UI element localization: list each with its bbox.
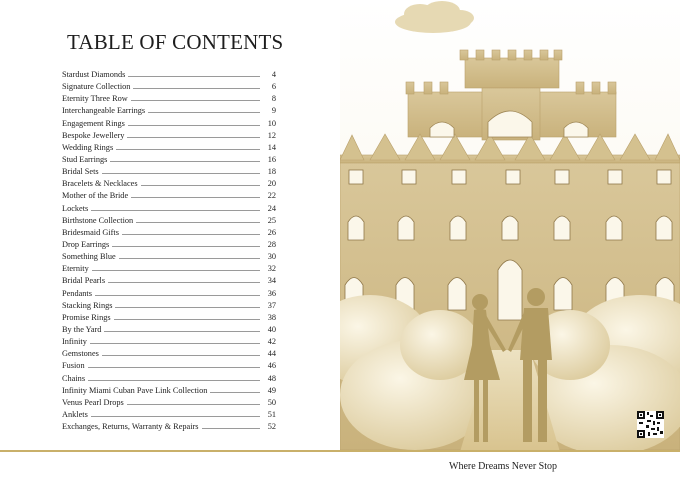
toc-entry[interactable] [62, 154, 276, 166]
toc-leader-line [114, 312, 260, 320]
toc-entry[interactable] [62, 239, 276, 251]
toc-leader-line [119, 251, 260, 259]
toc-entry-page: 44 [267, 349, 276, 359]
toc-entry-label: Infinity Miami Cuban Pave Link Collection [62, 385, 208, 395]
toc-entry-page: 48 [267, 373, 276, 383]
toc-entry-label: Wedding Rings [62, 142, 114, 152]
toc-entry-label: Birthstone Collection [62, 215, 134, 225]
toc-leader-line [131, 190, 260, 198]
toc-entry-page: 52 [267, 422, 276, 432]
toc-leader-line [202, 421, 260, 429]
toc-entry[interactable] [62, 81, 276, 93]
toc-entry-page: 6 [271, 82, 276, 92]
toc-leader-line [91, 203, 260, 211]
toc-entry-label: Chains [62, 373, 86, 383]
toc-entry-page: 46 [267, 361, 276, 371]
toc-page [0, 0, 340, 452]
toc-entry-page: 22 [267, 191, 276, 201]
toc-entry-label: Fusion [62, 361, 85, 371]
toc-entry[interactable] [62, 360, 276, 372]
toc-entry[interactable] [62, 251, 276, 263]
toc-leader-line [122, 227, 260, 235]
toc-leader-line [141, 178, 260, 186]
toc-entry-label: Something Blue [62, 252, 116, 262]
toc-entry[interactable] [62, 385, 276, 397]
toc-entry-page: 25 [267, 215, 276, 225]
toc-leader-line [127, 397, 260, 405]
toc-entry-page: 14 [267, 142, 276, 152]
toc-title: TABLE OF CONTENTS [67, 30, 284, 54]
toc-entry-page: 51 [267, 409, 276, 419]
toc-entry[interactable] [62, 130, 276, 142]
toc-entry[interactable] [62, 275, 276, 287]
toc-entry-label: Gemstones [62, 349, 99, 359]
toc-entry-page: 50 [267, 397, 276, 407]
toc-entry[interactable] [62, 227, 276, 239]
toc-leader-line [112, 239, 260, 247]
toc-entry-label: Signature Collection [62, 82, 131, 92]
gold-rule-divider [0, 450, 680, 452]
toc-entry[interactable] [62, 203, 276, 215]
toc-entry[interactable] [62, 348, 276, 360]
toc-entry-label: By the Yard [62, 324, 102, 334]
toc-leader-line [102, 348, 260, 356]
toc-entry-page: 36 [267, 288, 276, 298]
toc-entry-page: 37 [267, 300, 276, 310]
toc-entry-page: 38 [267, 312, 276, 322]
toc-entry-page: 42 [267, 337, 276, 347]
toc-leader-line [131, 93, 260, 101]
toc-entry-page: 40 [267, 324, 276, 334]
toc-entry-label: Promise Rings [62, 312, 111, 322]
toc-entry[interactable] [62, 166, 276, 178]
qr-code-icon [637, 411, 664, 438]
toc-list [62, 69, 276, 433]
toc-leader-line [108, 275, 260, 283]
tagline: Where Dreams Never Stop [449, 461, 558, 472]
toc-entry[interactable] [62, 190, 276, 202]
toc-entry-label: Stacking Rings [62, 300, 113, 310]
toc-leader-line [95, 288, 260, 296]
toc-entry[interactable] [62, 409, 276, 421]
toc-entry[interactable] [62, 93, 276, 105]
toc-entry[interactable] [62, 178, 276, 190]
toc-entry[interactable] [62, 263, 276, 275]
toc-leader-line [148, 105, 260, 113]
toc-entry[interactable] [62, 69, 276, 81]
toc-leader-line [88, 360, 260, 368]
toc-leader-line [136, 215, 260, 223]
toc-entry[interactable] [62, 215, 276, 227]
toc-entry-page: 26 [267, 227, 276, 237]
toc-entry-page: 49 [267, 385, 276, 395]
toc-leader-line [110, 154, 260, 162]
toc-entry-page: 12 [267, 130, 276, 140]
toc-entry-label: Anklets [62, 409, 88, 419]
toc-entry-label: Bridal Sets [62, 167, 99, 177]
toc-entry-page: 20 [267, 179, 276, 189]
toc-entry-page: 24 [267, 203, 276, 213]
toc-leader-line [102, 166, 260, 174]
toc-entry-label: Pendants [62, 288, 92, 298]
toc-leader-line [91, 409, 260, 417]
toc-leader-line [115, 300, 260, 308]
toc-entry-label: Bespoke Jewellery [62, 130, 125, 140]
castle-scene [340, 0, 680, 452]
toc-entry-label: Lockets [62, 203, 89, 213]
toc-entry-label: Engagement Rings [62, 118, 125, 128]
toc-entry-page: 10 [267, 118, 276, 128]
toc-entry[interactable] [62, 312, 276, 324]
toc-entry-page: 18 [267, 167, 276, 177]
toc-entry-label: Venus Pearl Drops [62, 397, 124, 407]
toc-leader-line [133, 81, 260, 89]
toc-entry[interactable] [62, 105, 276, 117]
toc-entry-label: Eternity [62, 264, 89, 274]
toc-entry-label: Interchangeable Earrings [62, 106, 146, 116]
toc-entry-page: 28 [267, 239, 276, 249]
toc-entry[interactable] [62, 118, 276, 130]
toc-entry[interactable] [62, 288, 276, 300]
toc-entry-label: Eternity Three Row [62, 94, 128, 104]
toc-entry[interactable] [62, 373, 276, 385]
toc-entry-label: Drop Earrings [62, 239, 110, 249]
toc-entry[interactable] [62, 324, 276, 336]
toc-leader-line [210, 385, 260, 393]
toc-leader-line [128, 118, 260, 126]
toc-entry-label: Bridesmaid Gifts [62, 227, 119, 237]
toc-entry-label: Stud Earrings [62, 154, 108, 164]
toc-entry[interactable] [62, 336, 276, 348]
toc-leader-line [128, 69, 260, 77]
toc-entry-label: Stardust Diamonds [62, 70, 126, 79]
toc-entry-page: 32 [267, 264, 276, 274]
toc-entry[interactable] [62, 397, 276, 409]
toc-entry-page: 4 [271, 70, 276, 79]
toc-leader-line [88, 373, 260, 381]
toc-entry[interactable] [62, 300, 276, 312]
toc-leader-line [90, 336, 260, 344]
toc-entry-page: 34 [267, 276, 276, 286]
toc-entry-label: Exchanges, Returns, Warranty & Repairs [62, 422, 199, 432]
castle-illustration [340, 0, 680, 452]
toc-entry-page: 30 [267, 252, 276, 262]
toc-leader-line [92, 263, 260, 271]
toc-entry-label: Mother of the Bride [62, 191, 129, 201]
toc-entry[interactable] [62, 421, 276, 433]
toc-entry-page: 16 [267, 154, 276, 164]
toc-entry-page: 9 [271, 106, 276, 116]
toc-leader-line [127, 130, 260, 138]
toc-entry-label: Bracelets & Necklaces [62, 179, 138, 189]
toc-entry[interactable] [62, 142, 276, 154]
toc-entry-label: Bridal Pearls [62, 276, 106, 286]
toc-leader-line [116, 142, 260, 150]
toc-entry-label: Infinity [62, 337, 87, 347]
toc-entry-page: 8 [271, 94, 276, 104]
toc-leader-line [104, 324, 260, 332]
